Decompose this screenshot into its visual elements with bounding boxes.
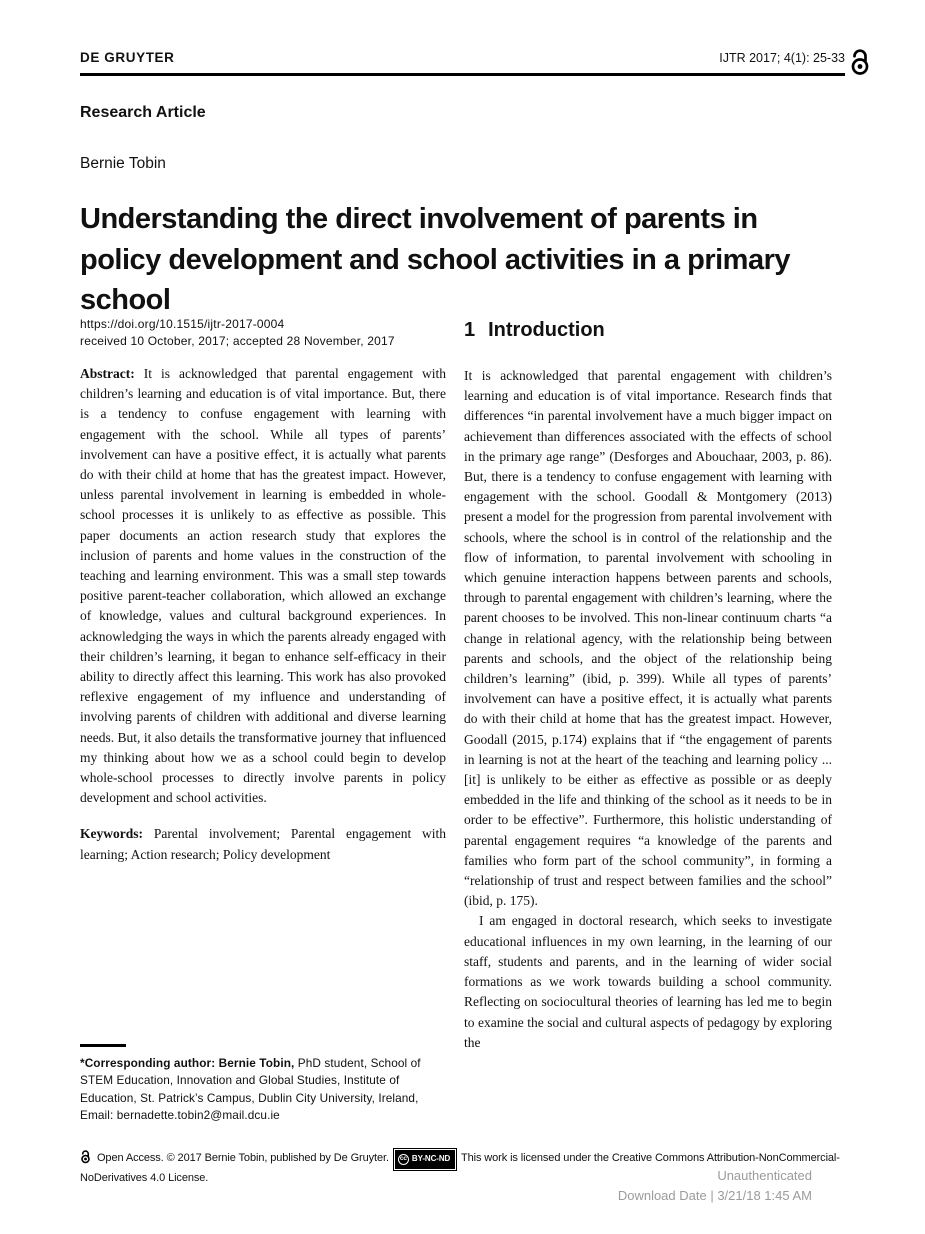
article-title: Understanding the direct involvement of parents in policy development and school activities in a primary school (80, 203, 790, 317)
article-type-label: Research Article (80, 104, 206, 121)
section-heading-introduction (464, 316, 832, 342)
keywords-text: Parental involvement; Parental engagement with learning; Action research; Policy development (80, 826, 447, 862)
abstract-label: Abstract: (80, 366, 135, 381)
auth-status: Unauthenticated (717, 1168, 812, 1183)
abstract-paragraph (80, 364, 446, 808)
license-text-pre: Open Access. © 2017 Bernie Tobin, published by De Gruyter. (96, 1152, 389, 1164)
corresponding-author-footnote (80, 1044, 452, 1124)
footnote-text (80, 1055, 452, 1124)
author-name: Bernie Tobin (80, 155, 166, 172)
footnote-rule (80, 1044, 126, 1047)
keywords-label: Keywords: (80, 826, 143, 842)
doi-text: https://doi.org/10.1515/ijtr-2017-0004 (80, 317, 285, 331)
open-access-icon (849, 47, 871, 81)
footnote-body: PhD student, School of STEM Education, Innovation and Global Studies, Institute of Education, St. Patrick’s Campus, Dublin City University, Ireland, Email: bernadette.tobin2@mail.dcu.ie (80, 1056, 421, 1122)
cc-badge-label: BY-NC-ND (411, 1154, 451, 1163)
left-column (80, 316, 446, 1053)
section-title: Introduction (488, 319, 605, 341)
license-text-post: This work is licensed under the Creative Commons Attribution-NonCommercial-NoDerivatives 4.0 License. (80, 1152, 840, 1184)
footnote-label: *Corresponding author: Bernie Tobin, (80, 1056, 295, 1070)
open-access-icon (80, 1155, 94, 1167)
page-header (80, 50, 845, 65)
introduction-paragraph-1: It is acknowledged that parental engagement with children’s learning and education is of vital importance. Research finds that differences “in parental involvement have a much bigger impact on achievement than differences associated with the effects of school in the primary age range” (Desforges and Abouchaar, 2003, p. 86). But, there is a tendency to confuse engagement with learning with engagement with the school. Goodall & Montgomery (2013) present a model for the progression from parental involvement with schools, where the school is in control of the relationship and the flow of information, to parental involvement with schooling in which genuine interaction happens between parents and schools, through to parental engagement with children’s learning, where the parent chooses to be involved. This non-linear continuum charts “a change in relational agency, with the relationship being between parents and schools, and the object of the relationship being children’s learning” (ibid, p. 399). While all types of parents’ involvement can have a positive effect, it is actually what parents do with their child at home that has the greatest impact. However, Goodall (2015, p.174) explains that if “the engagement of parents in learning is not at the heart of the teaching and learning policy ... [it] is unlikely to be either as effective as possible or as deeply embedded in the life and thinking of the school as it needs to be in order to be effective”. Furthermore, this holistic understanding of parental engagement requires “a knowledge of the parents and families who form part of the school community”, in forming a “relationship of trust and respect between families and the school” (ibid, p. 175). (464, 368, 832, 909)
header-rule (80, 73, 845, 76)
journal-citation: IJTR 2017; 4(1): 25-33 (719, 51, 845, 65)
abstract-text: It is acknowledged that parental engagement with children’s learning and education is of vital importance. But, there is a tendency to confuse engagement with learning with engagement with the school. While all types of parents’ involvement can have a positive effect, it is actually what parents do with their child at home that has the greatest impact. However, unless parental involvement in learning is embedded in whole-school processes it is unlikely to as effective as possible. This paper documents an action research study that explores the inclusion of parents and home values in the construction of the teaching and learning environment. This was a small step towards positive parent-teacher collaboration, which allowed an exchange of knowledge, values and cultural background experiences. In acknowledging the ways in which the parents already engaged with their children’s learning, it began to enhance self-efficacy in their ability to directly affect this learning. This work has also provoked reflexive engagement of my influence and understanding of involving parents of children with additional and diverse learning needs. But, it also details the transformative journey that influenced my thinking about how we as a school could begin to develop whole-school processes to directly involve parents in policy development and school activities. (80, 366, 446, 806)
introduction-paragraph-2: I am engaged in doctoral research, which seeks to investigate educational influences in my own learning, in the learning of our staff, students and parents, and in the learning of wider social formations as we work towards building a school community. Reflecting on sociocultural theories of learning has led me to begin to examine the social and cultural aspects of pedagogy by exploring the (464, 913, 832, 1050)
keywords-paragraph (80, 824, 446, 864)
cc-license-badge (395, 1150, 455, 1169)
section-number: 1 (464, 319, 476, 341)
download-date: Download Date | 3/21/18 1:45 AM (617, 1188, 812, 1203)
article-history: received 10 October, 2017; accepted 28 November, 2017 (80, 334, 395, 348)
download-stamp (618, 1166, 812, 1206)
two-column-body (80, 316, 832, 1053)
right-column (464, 316, 832, 1053)
publisher-logo: DE GRUYTER (80, 50, 175, 65)
cc-icon: cc (398, 1154, 409, 1165)
